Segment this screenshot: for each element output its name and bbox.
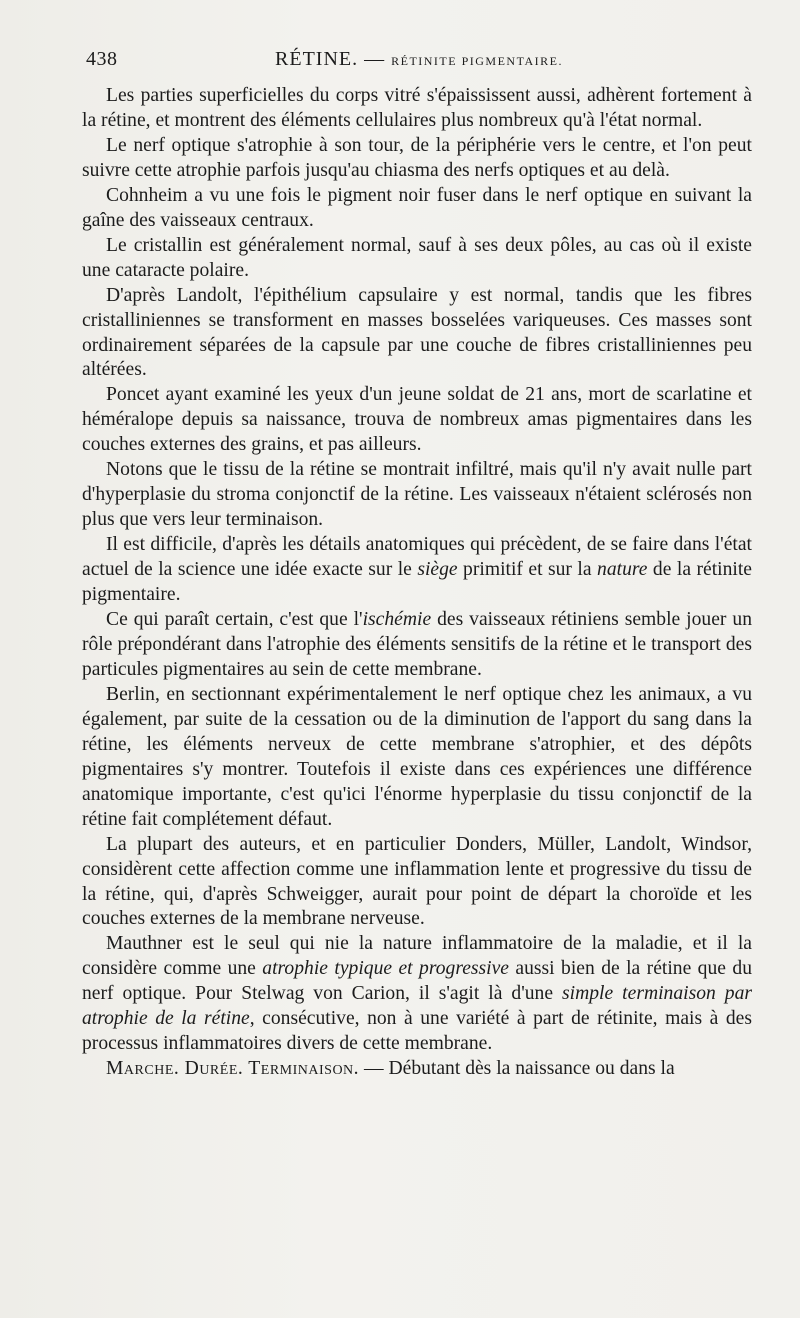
- page-header: [86, 48, 752, 76]
- text-run-italic: simple terminaison par atrophie de la rétine: [82, 983, 752, 1030]
- text-run: Il est difficile, d'après les détails anatomiques qui précèdent, de se faire dans l'état actuel de la science une idée exacte sur le: [82, 534, 752, 581]
- text-run: Les parties superficielles du corps vitré s'épaississent aussi, adhèrent fortement à la rétine, et montrent des éléments cellulaires plus nombreux qu'à l'état normal.: [82, 85, 752, 131]
- text-run: des vaisseaux rétiniens semble jouer un rôle prépondérant dans l'atrophie des éléments sensitifs de la rétine et le transport des particules pigmentaires au sein de cette membrane.: [82, 609, 752, 680]
- text-run: Berlin, en sectionnant expérimentalement le nerf optique chez les animaux, a vu également, par suite de la cessation ou de la diminution de l'apport du sang dans la rétine, les éléments nerveux de cette membrane s'atrophier, et des dépôts pigmentaires s'y montrer. Toutefois il existe dans ces expériences une différence anatomique importante, c'est qu'ici l'énorme hyperplasie du tissu conjonctif de la rétine fait complétement défaut.: [82, 683, 752, 830]
- text-run: de la rétinite pigmentaire.: [82, 559, 752, 606]
- running-head-subtitle: RÉTINITE PIGMENTAIRE.: [391, 54, 563, 68]
- text-run: — Débutant dès la naissance ou dans la: [359, 1058, 675, 1080]
- text-run: La plupart des auteurs, et en particulier Donders, Müller, Landolt, Windsor, considèrent cette affection comme une inflammation lente et progressive du tissu de la rétine, qui, d'après Schweigger, aurait pour point de départ la choroïde et les couches externes de la membrane nerveuse.: [82, 833, 752, 930]
- text-run-italic: atrophie typique et progressive: [262, 958, 510, 980]
- body-text: [82, 84, 752, 1082]
- paragraph: [82, 458, 752, 533]
- text-run: Le nerf optique s'atrophie à son tour, de la périphérie vers le centre, et l'on peut suivre cette atrophie parfois jusqu'au chiasma des nerfs optiques et au delà.: [82, 134, 752, 181]
- text-run-italic: ischémie: [362, 609, 432, 631]
- text-run: Notons que le tissu de la rétine se montrait infiltré, mais qu'il n'y avait nulle part d'hyperplasie du stroma conjonctif de la rétine. Les vaisseaux n'étaient sclérosés non plus que vers leur terminaison.: [82, 459, 752, 531]
- page-number: 438: [86, 48, 118, 70]
- paragraph: [82, 234, 752, 284]
- running-head-dash: —: [358, 48, 392, 70]
- paragraph: [82, 833, 752, 933]
- text-run: primitif et sur la: [457, 559, 598, 581]
- paragraph: [82, 1057, 752, 1082]
- paragraph: [82, 533, 752, 608]
- text-run-italic: nature: [597, 559, 648, 581]
- running-head-title: RÉTINE.: [275, 48, 359, 70]
- text-run: Mauthner est le seul qui nie la nature inflammatoire de la maladie, et il la considère comme une: [82, 933, 752, 980]
- text-run-smallcaps: Marche. Durée. Terminaison.: [106, 1058, 360, 1080]
- text-run: Le cristallin est généralement normal, sauf à ses deux pôles, au cas où il existe une cataracte polaire.: [82, 234, 752, 281]
- paragraph: [82, 608, 752, 683]
- text-run-italic: siège: [417, 559, 458, 581]
- paragraph: [82, 134, 752, 184]
- text-run: aussi bien de la rétine que du nerf optique. Pour Stelwag von Carion, il s'agit là d'une: [82, 958, 752, 1005]
- paragraph: [82, 184, 752, 234]
- text-run: Poncet ayant examiné les yeux d'un jeune soldat de 21 ans, mort de scarlatine et héméralope depuis sa naissance, trouva de nombreux amas pigmentaires dans les couches externes des grains, et pas ailleurs.: [82, 384, 752, 456]
- text-run: Ce qui paraît certain, c'est que l': [106, 609, 363, 631]
- paragraph: [82, 284, 752, 384]
- paragraph: [82, 383, 752, 458]
- paragraph: [82, 84, 752, 134]
- text-run: Cohnheim a vu une fois le pigment noir fuser dans le nerf optique en suivant la gaîne des vaisseaux centraux.: [82, 184, 752, 231]
- text-run: , consécutive, non à une variété à part de rétinite, mais à des processus inflammatoires divers de cette membrane.: [82, 1008, 752, 1055]
- running-head: [86, 48, 752, 71]
- text-run: D'après Landolt, l'épithélium capsulaire y est normal, tandis que les fibres cristalliniennes se transforment en masses bosselées variqueuses. Ces masses sont ordinairement séparées de la capsule par une couche de fibres cristalliniennes peu altérées.: [82, 284, 752, 381]
- paragraph: [82, 683, 752, 833]
- paragraph: [82, 932, 752, 1057]
